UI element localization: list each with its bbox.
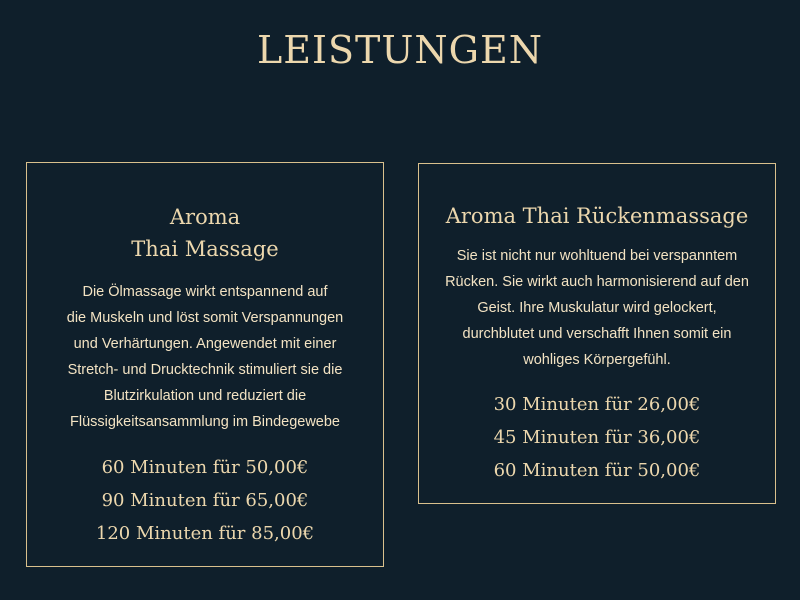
price-item: 30 Minuten für 26,00€ (493, 394, 701, 415)
service-title-line: Thai Massage (131, 237, 279, 261)
service-title: Aroma Thai Rückenmassage (445, 204, 749, 228)
price-item: 45 Minuten für 36,00€ (493, 427, 701, 448)
description-line: Blutzirkulation und reduziert die (103, 388, 307, 404)
description-line: Flüssigkeitsansammlung im Bindegewebe (70, 414, 340, 430)
price-item: 90 Minuten für 65,00€ (101, 490, 309, 511)
description-line: durchblutet und verschafft Ihnen somit ein (462, 326, 732, 342)
service-card-aroma-thai-massage (26, 162, 384, 567)
description-line: Stretch- und Drucktechnik stimuliert sie die (67, 362, 343, 378)
description-line: die Muskeln und löst somit Verspannungen (66, 310, 344, 326)
service-description (27, 279, 383, 435)
description-line: Rücken. Sie wirkt auch harmonisierend auf den (445, 274, 749, 290)
description-line: Sie ist nicht nur wohltuend bei verspanntem (456, 248, 738, 264)
service-card-aroma-thai-rueckenmassage (418, 163, 776, 504)
price-item: 60 Minuten für 50,00€ (493, 460, 701, 481)
description-line: Die Ölmassage wirkt entspannend auf (82, 284, 328, 300)
service-title-line: Aroma (169, 205, 241, 229)
description-line: und Verhärtungen. Angewendet mit einer (73, 336, 337, 352)
price-item: 120 Minuten für 85,00€ (95, 523, 315, 544)
description-line: Geist. Ihre Muskulatur wird gelockert, (477, 300, 717, 316)
service-description (419, 243, 775, 373)
service-title (27, 201, 383, 265)
price-item: 60 Minuten für 50,00€ (101, 457, 309, 478)
price-list (27, 451, 383, 550)
page-title: LEISTUNGEN (257, 28, 543, 72)
price-list (419, 388, 775, 487)
description-line: wohliges Körpergefühl. (523, 352, 671, 368)
